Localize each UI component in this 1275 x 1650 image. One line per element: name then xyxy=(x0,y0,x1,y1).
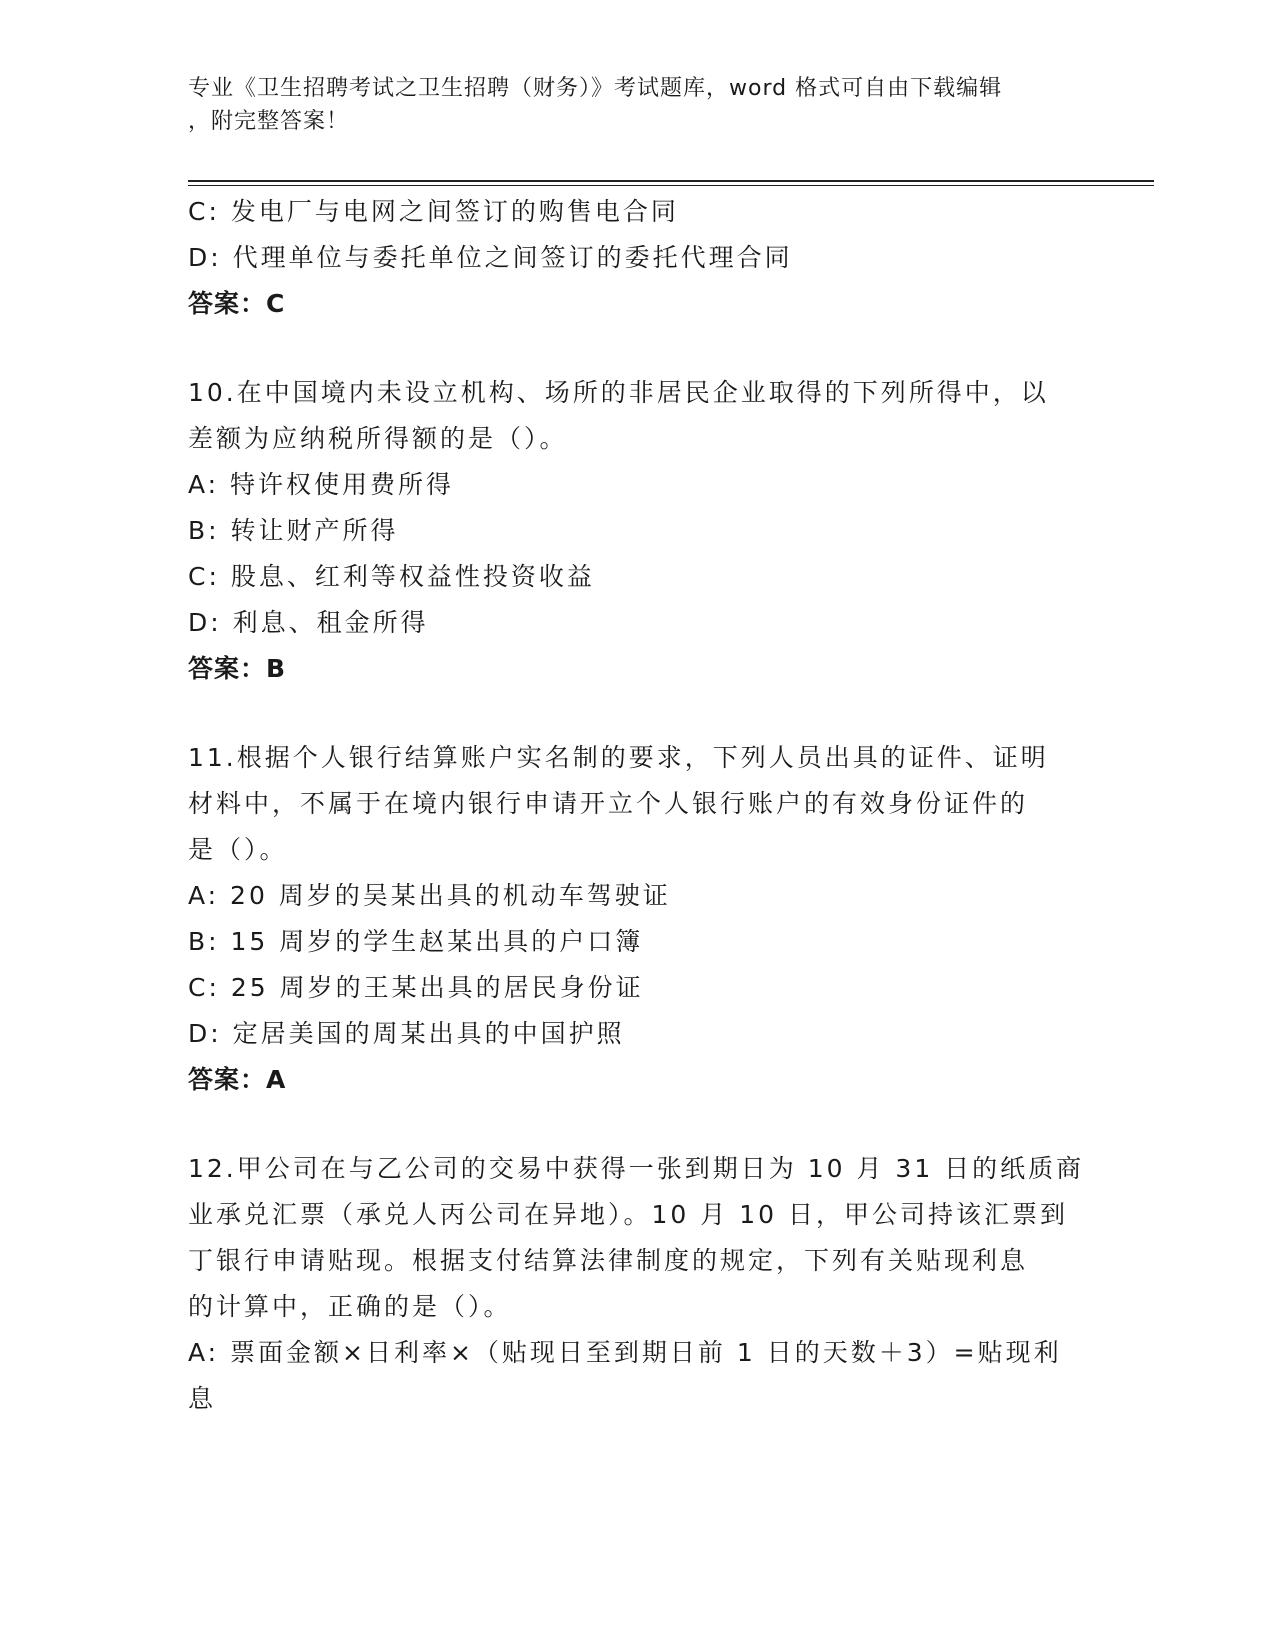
option-a: A: 20 周岁的吴某出具的机动车驾驶证 xyxy=(188,881,671,910)
option-b: B: 转让财产所得 xyxy=(188,516,399,545)
question-block-10 xyxy=(188,370,1088,692)
option-a-continuation: 息 xyxy=(188,1384,217,1413)
question-text-line: 10.在中国境内未设立机构、场所的非居民企业取得的下列所得中，以 xyxy=(188,378,1049,407)
question-text-line: 材料中，不属于在境内银行申请开立个人银行账户的有效身份证件的 xyxy=(188,789,1029,818)
option-a: A: 特许权使用费所得 xyxy=(188,470,455,499)
option-d: D: 代理单位与委托单位之间签订的委托代理合同 xyxy=(188,243,793,272)
option-b: B: 15 周岁的学生赵某出具的户口簿 xyxy=(188,927,644,956)
answer-line: 答案：A xyxy=(188,1065,287,1094)
header-divider-thick xyxy=(188,180,1154,182)
header-line-1: 专业《卫生招聘考试之卫生招聘（财务）》考试题库，word 格式可自由下载编辑 xyxy=(188,76,1003,101)
page-header xyxy=(188,72,1068,138)
question-text-line: 12.甲公司在与乙公司的交易中获得一张到期日为 10 月 31 日的纸质商 xyxy=(188,1154,1085,1183)
question-text-line: 业承兑汇票（承兑人丙公司在异地）。10 月 10 日，甲公司持该汇票到 xyxy=(188,1200,1068,1229)
option-d: D: 定居美国的周某出具的中国护照 xyxy=(188,1019,625,1048)
header-line-2: ，附完整答案！ xyxy=(188,109,350,134)
question-text-line: 的计算中，正确的是（）。 xyxy=(188,1292,512,1321)
option-c: C: 25 周岁的王某出具的居民身份证 xyxy=(188,973,644,1002)
answer-line: 答案：C xyxy=(188,289,286,318)
option-c: C: 发电厂与电网之间签订的购售电合同 xyxy=(188,197,679,226)
block-spacer xyxy=(188,327,1088,370)
option-d: D: 利息、租金所得 xyxy=(188,608,429,637)
block-spacer xyxy=(188,692,1088,735)
option-c: C: 股息、红利等权益性投资收益 xyxy=(188,562,595,591)
question-text-line: 11.根据个人银行结算账户实名制的要求，下列人员出具的证件、证明 xyxy=(188,743,1049,772)
question-text-line: 丁银行申请贴现。根据支付结算法律制度的规定，下列有关贴现利息 xyxy=(188,1246,1029,1275)
question-block-12 xyxy=(188,1146,1088,1422)
document-body xyxy=(188,189,1088,1422)
answer-line: 答案：B xyxy=(188,654,287,683)
option-a: A: 票面金额×日利率×（贴现日至到期日前 1 日的天数＋3）=贴现利 xyxy=(188,1338,1062,1367)
question-block-9 xyxy=(188,189,1088,327)
block-spacer xyxy=(188,1103,1088,1146)
question-block-11 xyxy=(188,735,1088,1103)
question-text-line: 是（）。 xyxy=(188,835,288,864)
question-text-line: 差额为应纳税所得额的是（）。 xyxy=(188,424,568,453)
header-divider-thin xyxy=(188,185,1154,186)
